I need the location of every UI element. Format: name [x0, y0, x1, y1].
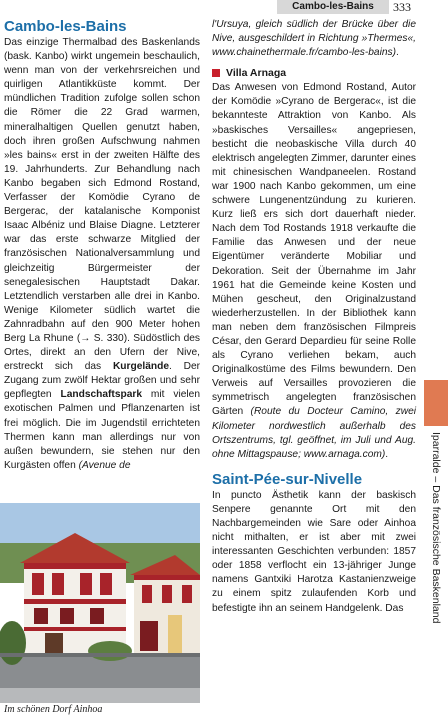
italic-run: (Route du Docteur Camino, zwei Kilometer nordwestlich außerhalb des Ortszentrums, tgl. geöffnet, im Juli und Aug. ohne Mittagspause; www.arnaga.com)	[212, 406, 417, 460]
text-run: . Der Zugang zum zwölf Hektar großen und sehr gepflegten	[4, 361, 201, 401]
italic-run: (Avenue de	[78, 459, 131, 471]
chapter-tab-marker	[424, 380, 448, 426]
page-number: 333	[393, 0, 411, 14]
text-run: Das einzige Thermalbad des Baskenlands (bask. Kanbo) wirkt ungemein beschaulich, wenn man von der verkehrsreichen und quirligen Atlantikküste kommt. Der mündlichen Tradition zufolge sollen schon die Römer die 22 Grad warmen, mineralhaltigen Quellen genutzt haben, doch ihren großen Aufschwung nahmen »les bains« erst in der zweiten Hälfte des 19. Jahrhunderts. Zur Behandlung nach Kanbo begaben sich Edmond Rostand, Verfasser der Komödie Cyrano de Bergerac, der katalanische Komponist Isaac Albéniz und Blaise Diagne. Letzterer war das erste schwarze Mitglied der französischen Nationalversammlung und gleichzeitig Bürgermeister der senegalesischen Hauptstadt Dakar. Letztendlich verstarben alle drei in Kanbo. Wenige Kilometer südlich wartet die Zahnradbahn auf den 900 Meter hohen Berg La Rhune (→ S. 330). Südöstlich des Ortes, direkt an den Ufern der Nive, erstreckt sich das	[4, 37, 200, 373]
chapter-side-text: Iparralde – Das französische Baskenland	[430, 432, 442, 624]
bold-term: Kurgelände	[112, 361, 169, 373]
bold-term: Landschaftspark	[60, 389, 143, 401]
text-run: .	[385, 448, 389, 460]
chapter-side-label	[428, 432, 444, 712]
body-paragraph-continued	[212, 18, 416, 60]
section-heading-cambo: Cambo-les-Bains	[4, 18, 127, 35]
right-column	[212, 18, 416, 616]
photo-ainhoa	[0, 503, 200, 703]
body-paragraph-saint-pee: In puncto Ästhetik kann der baskisch Senpere genannte Ort mit den Nachbargemeinden wie Sare oder Ainhoa nicht mithalten, er ist aber mit zwei interessanten Geschichten verbunden: 1857 oder 1858 verflocht ein 13-jähriger Junge namens Gantxiki Harotza Kastanienzweige zu einem spitz zulaufenden Korb und befestigte ihn an seinem Handgelenk. Das	[212, 489, 416, 614]
text-run: mit vielen exotischen Palmen und Pflanzenarten ist frei möglich. Die im Jugendstil errichteten Thermen kann man allerdings nur von außen bewundern, sie stehen nur den Kurgästen offen	[4, 389, 200, 471]
body-paragraph-villa	[212, 81, 416, 462]
body-paragraph-cambo	[4, 36, 200, 473]
photo-caption: Im schönen Dorf Ainhoa	[4, 704, 103, 715]
section-heading-saint-pee: Saint-Pée-sur-Nivelle	[212, 470, 363, 488]
left-column	[4, 18, 200, 473]
italic-run: l'Ursuya, gleich südlich der Brücke über die Nive, ausgeschildert in Richtung »Thermes«, www.chainethermale.fr/cambo-les-bains)	[212, 19, 416, 59]
subheading-label: Villa Arnaga	[226, 67, 287, 80]
subheading-villa-arnaga	[212, 66, 416, 80]
running-header	[0, 0, 448, 14]
village-illustration	[0, 503, 200, 703]
square-bullet-icon	[212, 69, 220, 77]
text-run: .	[396, 47, 399, 59]
running-title: Cambo-les-Bains	[277, 0, 389, 14]
text-run: Das Anwesen von Edmond Rostand, Autor der Komödie »Cyrano de Bergerac«, ist die bekannteste Attraktion von Kanbo. Als »baskisches Versailles« angepriesen, besticht die neobaskische Villa durch 40 elektrisch angelegten Zimmer, darunter eines mit chinesischen Wandpaneelen. Rostand war 1900 nach Kanbo gekommen, um eine schwere Lungenentzündung zu kurieren. Kurz ließ ers sich dort dauerhaft nieder. Nach dem Tod Rostands 1918 verkaufte die Familie das Anwesen und der neue Eigentümer veränderte Mobiliar und Dekoration. Seit der Übernahme im Jahr 1961 hat die Gemeinde keine Kosten und Mühen gescheut, den Originalzustand wiederherzustellen. In der Bibliothek kann man neben dem französischen Filmpreis César, den Gerard Depardieu für seine Rolle als Cyrano verliehen bekam, auch Originalkostüme des Films bewundern. Den Verweis auf Versailles provozieren die symmetrisch angelegten französischen Gärten	[212, 82, 416, 418]
